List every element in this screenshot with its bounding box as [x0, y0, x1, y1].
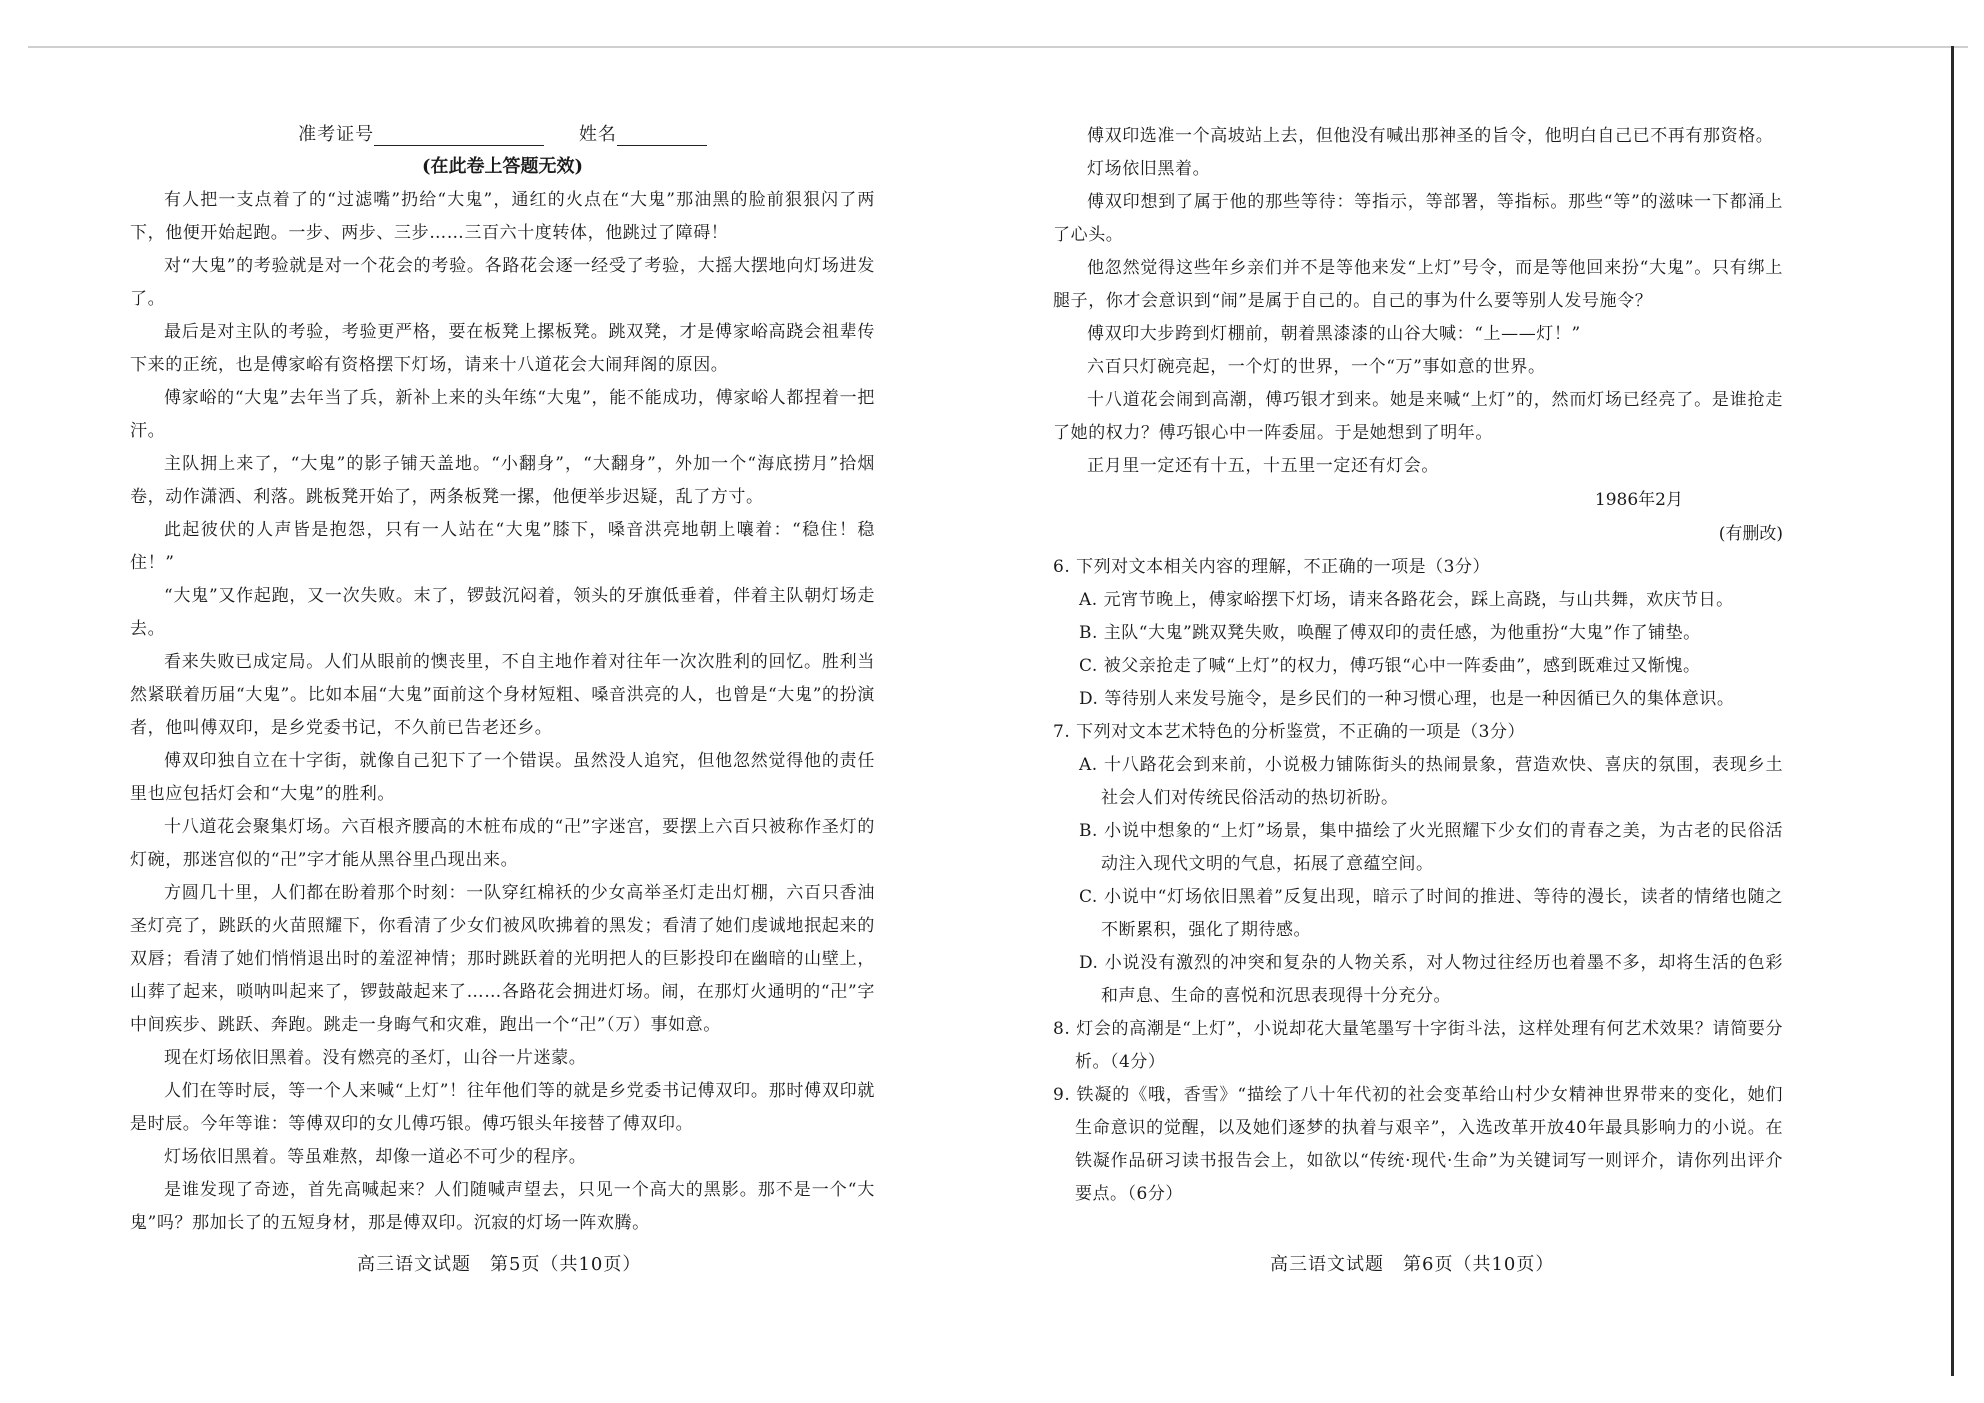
left-paragraph: “大鬼”又作起跑，又一次失败。末了，锣鼓沉闷着，领头的牙旗低垂着，伴着主队朝灯场走去。 — [130, 586, 875, 639]
answer-option: C. 小说中“灯场依旧黑着”反复出现，暗示了时间的推进、等待的漫长，读者的情绪也随之不断累积，强化了期待感。 — [1079, 887, 1783, 940]
right-paragraph: 灯场依旧黑着。 — [1087, 159, 1211, 179]
left-paragraph: 有人把一支点着了的“过滤嘴”扔给“大鬼”，通红的火点在“大鬼”那油黑的脸前狠狠闪了两下，他便开始起跑。一步、两步、三步……三百六十度转体，他跳过了障碍！ — [130, 190, 875, 243]
question-item — [1053, 1013, 1783, 1079]
page-footer-right: 高三语文试题 第6页（共10页） — [1270, 1254, 1555, 1275]
name-blank — [617, 145, 707, 146]
left-text-body — [130, 184, 875, 1240]
exam-id-blank — [374, 145, 544, 146]
question-stem: 9. 铁凝的《哦，香雪》“描绘了八十年代初的社会变革给山村少女精神世界带来的变化，她们生命意识的觉醒，以及她们逐梦的执着与艰辛”，入选改革开放40年最具影响力的小说。在铁凝作品研习读书报告会上，如欲以“传统·现代·生命”为关键词写一则评介，请你列出评介要点。（6分） — [1053, 1085, 1783, 1204]
abridged-note: (有删改) — [1718, 524, 1783, 544]
right-paragraph: 他忽然觉得这些年乡亲们并不是等他来发“上灯”号令，而是等他回来扮“大鬼”。只有绑上腿子，你才会意识到“闹”是属于自己的。自己的事为什么要等别人发号施令？ — [1053, 258, 1783, 311]
question-stem: 6. 下列对文本相关内容的理解，不正确的一项是（3分） — [1053, 557, 1490, 577]
left-paragraph: 灯场依旧黑着。等虽难熬，却像一道必不可少的程序。 — [164, 1147, 587, 1167]
left-paragraph: 方圆几十里，人们都在盼着那个时刻：一队穿红棉袄的少女高举圣灯走出灯棚，六百只香油圣灯亮了，跳跃的火苗照耀下，你看清了少女们被风吹拂着的黑发；看清了她们虔诚地抿起来的双唇；看清了她们悄悄退出时的羞涩神情；那时跳跃着的光明把人的巨影投印在幽暗的山壁上，山葬了起来，唢呐叫起来了，锣鼓敲起来了……各路花会拥进灯场。闹，在那灯火通明的“卍”字中间疾步、跳跃、奔跑。跳走一身晦气和灾难，跑出一个“卍”（万）事如意。 — [130, 883, 875, 1035]
right-paragraph: 正月里一定还有十五，十五里一定还有灯会。 — [1087, 456, 1439, 476]
left-paragraph: 傅双印独自立在十字街，就像自己犯下了一个错误。虽然没人追究，但他忽然觉得他的责任里也应包括灯会和“大鬼”的胜利。 — [130, 751, 875, 804]
right-paragraph: 十八道花会闹到高潮，傅巧银才到来。她是来喊“上灯”的，然而灯场已经亮了。是谁抢走了她的权力？傅巧银心中一阵委屈。于是她想到了明年。 — [1053, 390, 1783, 443]
left-paragraph: 此起彼伏的人声皆是抱怨，只有一人站在“大鬼”膝下，嗓音洪亮地朝上嚷着：“稳住！稳住！” — [130, 520, 875, 573]
scan-border-right — [1951, 46, 1954, 1376]
name-label: 姓名 — [578, 124, 617, 145]
answer-option: A. 十八路花会到来前，小说极力铺陈街头的热闹景象，营造欢快、喜庆的氛围，表现乡土社会人们对传统民俗活动的热切祈盼。 — [1079, 755, 1783, 808]
left-paragraph: 最后是对主队的考验，考验更严格，要在板凳上摞板凳。跳双凳，才是傅家峪高跷会祖辈传下来的正统，也是傅家峪有资格摆下灯场，请来十八道花会大闹拜阁的原因。 — [130, 322, 875, 375]
right-text-body — [1053, 120, 1783, 483]
left-paragraph: 现在灯场依旧黑着。没有燃亮的圣灯，山谷一片迷蒙。 — [164, 1048, 587, 1068]
question-item — [1053, 551, 1783, 716]
left-paragraph: 对“大鬼”的考验就是对一个花会的考验。各路花会逐一经受了考验，大摇大摆地向灯场进发了。 — [130, 256, 875, 309]
left-paragraph: 是谁发现了奇迹，首先高喊起来？人们随喊声望去，只见一个高大的黑影。那不是一个“大鬼”吗？那加长了的五短身材，那是傅双印。沉寂的灯场一阵欢腾。 — [130, 1180, 875, 1233]
left-page — [130, 120, 875, 1240]
right-paragraph: 傅双印选准一个高坡站上去，但他没有喊出那神圣的旨令，他明白自己已不再有那资格。 — [1087, 126, 1774, 146]
exam-header — [130, 120, 875, 146]
question-item — [1053, 1079, 1783, 1211]
answer-invalid-notice: (在此卷上答题无效) — [421, 156, 584, 177]
answer-option: A. 元宵节晚上，傅家峪摆下灯场，请来各路花会，踩上高跷，与山共舞，欢庆节日。 — [1079, 590, 1734, 610]
right-paragraph: 傅双印想到了属于他的那些等待：等指示，等部署，等指标。那些“等”的滋味一下都涌上了心头。 — [1053, 192, 1783, 245]
question-list — [1053, 551, 1783, 1211]
question-stem: 7. 下列对文本艺术特色的分析鉴赏，不正确的一项是（3分） — [1053, 722, 1525, 742]
question-item — [1053, 716, 1783, 1013]
left-paragraph: 十八道花会聚集灯场。六百根齐腰高的木桩布成的“卍”字迷宫，要摆上六百只被称作圣灯的灯碗，那迷宫似的“卍”字才能从黑谷里凸现出来。 — [130, 817, 875, 870]
right-paragraph: 傅双印大步跨到灯棚前，朝着黑漆漆的山谷大喊：“上——灯！” — [1087, 324, 1581, 344]
right-paragraph: 六百只灯碗亮起，一个灯的世界，一个“万”事如意的世界。 — [1087, 357, 1546, 377]
answer-option: B. 小说中想象的“上灯”场景，集中描绘了火光照耀下少女们的青春之美，为古老的民俗活动注入现代文明的气息，拓展了意蕴空间。 — [1079, 821, 1783, 874]
answer-option: D. 小说没有激烈的冲突和复杂的人物关系，对人物过往经历也着墨不多，却将生活的色彩和声息、生命的喜悦和沉思表现得十分充分。 — [1079, 953, 1783, 1006]
page-footer-left: 高三语文试题 第5页（共10页） — [357, 1254, 642, 1275]
left-paragraph: 主队拥上来了，“大鬼”的影子铺天盖地。“小翻身”，“大翻身”，外加一个“海底捞月”拾烟卷，动作潇洒、利落。跳板凳开始了，两条板凳一摞，他便举步迟疑，乱了方寸。 — [130, 454, 875, 507]
answer-option: B. 主队“大鬼”跳双凳失败，唤醒了傅双印的责任感，为他重扮“大鬼”作了铺垫。 — [1079, 623, 1701, 643]
scan-border-top — [28, 46, 1968, 48]
story-date: 1986年2月 — [1594, 490, 1683, 510]
left-paragraph: 人们在等时辰，等一个人来喊“上灯”！往年他们等的就是乡党委书记傅双印。那时傅双印就是时辰。今年等谁：等傅双印的女儿傅巧银。傅巧银头年接替了傅双印。 — [130, 1081, 875, 1134]
exam-id-label: 准考证号 — [298, 124, 375, 145]
left-paragraph: 傅家峪的“大鬼”去年当了兵，新补上来的头年练“大鬼”，能不能成功，傅家峪人都捏着一把汗。 — [130, 388, 875, 441]
left-paragraph: 看来失败已成定局。人们从眼前的懊丧里，不自主地作着对往年一次次胜利的回忆。胜利当然紧联着历届“大鬼”。比如本届“大鬼”面前这个身材短粗、嗓音洪亮的人，也曾是“大鬼”的扮演者，他叫傅双印，是乡党委书记，不久前已告老还乡。 — [130, 652, 875, 738]
answer-option: C. 被父亲抢走了喊“上灯”的权力，傅巧银“心中一阵委曲”，感到既难过又惭愧。 — [1079, 656, 1701, 676]
answer-option: D. 等待别人来发号施令，是乡民们的一种习惯心理，也是一种因循已久的集体意识。 — [1079, 689, 1735, 709]
right-page — [1053, 120, 1783, 1211]
question-stem: 8. 灯会的高潮是“上灯”，小说却花大量笔墨写十字街斗法，这样处理有何艺术效果？请简要分析。（4分） — [1053, 1019, 1783, 1072]
